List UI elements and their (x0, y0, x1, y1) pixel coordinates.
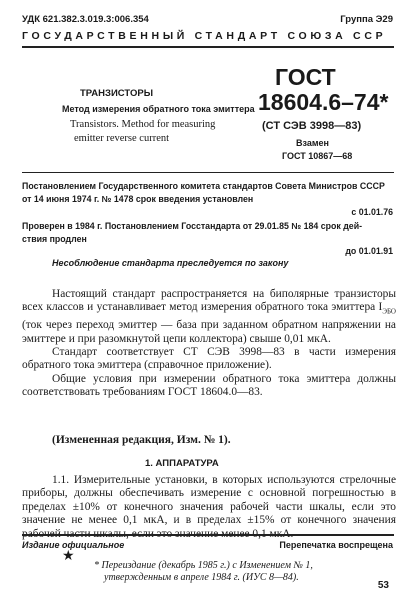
title-ru: ТРАНЗИСТОРЫ (80, 88, 154, 99)
decree-line-3: Проверен в 1984 г. Постановлением Госстандарта от 29.01.85 № 184 срок дей- (22, 221, 363, 231)
decree-line-4: ствия продлен (22, 234, 87, 244)
gost-label: ГОСТ (275, 64, 336, 90)
replaces-label: Взамен (296, 138, 329, 148)
header-rule (22, 46, 394, 48)
replaces-standard: ГОСТ 10867—68 (282, 151, 353, 161)
section-title: 1. АППАРАТУРА (145, 458, 219, 469)
extension-date: до 01.01.91 (345, 246, 393, 256)
footer-rule (22, 534, 394, 536)
gost-number: 18604.6–74* (258, 89, 389, 115)
effective-date: с 01.01.76 (351, 207, 393, 217)
decree-line-1: Постановлением Государственного комитета стандартов Совета Министров СССР (22, 181, 385, 191)
verification-block (22, 220, 394, 246)
subtitle-en: emitter reverse current (74, 133, 170, 144)
paragraph-scope: Настоящий стандарт распространяется на биполярные транзисторы всех классов и устанавливает метод измерения обратного тока эмиттера $I_{ЭБО}$ (ток через переход эмиттер — база при заданном обратном напряжении на эмиттере и при разомкнутой цепи коллектора) свыше 0,01 мкА. (22, 288, 396, 345)
standard-banner: ГОСУДАРСТВЕННЫЙ СТАНДАРТ СОЮЗА ССР (22, 30, 387, 42)
reprint-note: * Переиздание (декабрь 1985 г.) с Изменением № 1, утвержденным в апреле 1984 г. (ИУС 8—84). (94, 560, 313, 583)
body-text (22, 288, 396, 400)
paragraph-general-conditions: Общие условия при измерении обратного тока эмиттера должны соответствовать требованиям ГОСТ 18604.0—83. (22, 372, 396, 399)
star-icon: ★ (62, 549, 75, 564)
official-edition: Издание официальное (22, 540, 125, 550)
st-sev-reference: (СТ СЭВ 3998—83) (262, 120, 362, 132)
legal-warning: Несоблюдение стандарта преследуется по закону (52, 258, 289, 268)
decree-rule (22, 172, 394, 173)
decree-line-2: от 14 июня 1974 г. № 1478 срок введения установлен (22, 194, 254, 204)
udk-code: УДК 621.382.3.019.3:006.354 (22, 14, 149, 25)
page-number: 53 (377, 580, 389, 591)
paragraph-correspondence: Стандарт соответствует СТ СЭВ 3998—83 в части измерения обратного тока эмиттера (справочное приложение). (22, 345, 396, 372)
title-en: Transistors. Method for measuring (70, 119, 216, 130)
revision-note: (Измененная редакция, Изм. № 1). (52, 434, 231, 446)
paragraph-1-1: 1.1. Измерительные установки, в которых используются стрелочные приборы, должны обеспечивать измерение с основной погрешностью в пределах ±10% от конечного значения рабочей части шкалы, если это значение не менее 0,1 мкА, и в пределах ±15% от конечного значения рабочей части шкалы, если это значение менее 0,1 мкА. (22, 474, 396, 540)
section-body (22, 474, 396, 541)
decree-block (22, 180, 394, 206)
group-code: Группа Э29 (340, 14, 393, 25)
reprint-banned: Перепечатка воспрещена (279, 540, 393, 550)
subtitle-ru: Метод измерения обратного тока эмиттера (62, 104, 255, 114)
